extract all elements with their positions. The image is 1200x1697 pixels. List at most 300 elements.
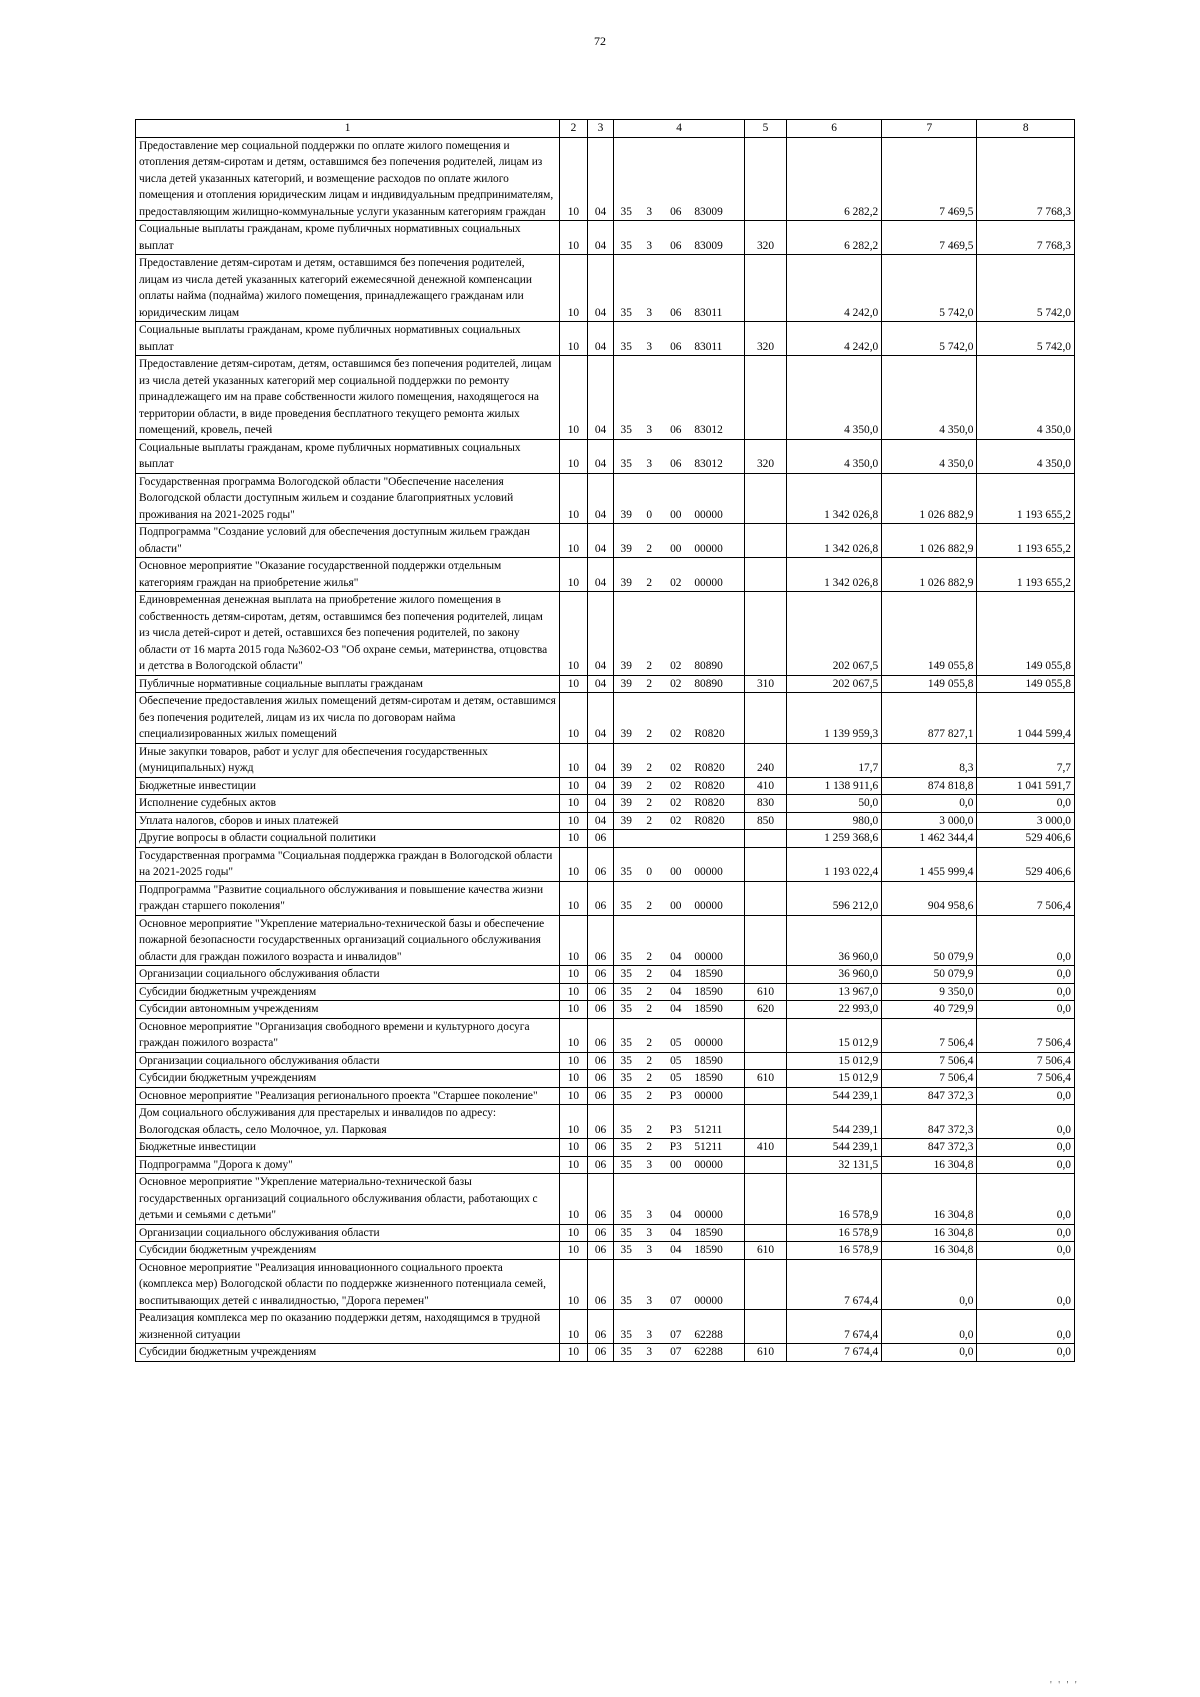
program-code: 39	[614, 743, 638, 777]
code-section: 10	[560, 1224, 588, 1242]
code-section: 10	[560, 1105, 588, 1139]
subprogram-code: 3	[638, 255, 660, 322]
amount-2021: 7 674,4	[787, 1310, 882, 1344]
amount-2021: 1 139 959,3	[787, 693, 882, 744]
code-section: 10	[560, 1156, 588, 1174]
amount-2023: 0,0	[977, 915, 1075, 966]
row-name: Социальные выплаты гражданам, кроме публичных нормативных социальных выплат	[136, 439, 560, 473]
event-code: 07	[660, 1259, 691, 1310]
event-code: 02	[660, 693, 691, 744]
program-code: 39	[614, 693, 638, 744]
amount-2023: 4 350,0	[977, 439, 1075, 473]
row-name: Иные закупки товаров, работ и услуг для обеспечения государственных (муниципальных) нужд	[136, 743, 560, 777]
amount-2023: 0,0	[977, 1156, 1075, 1174]
code-subsection: 06	[587, 830, 614, 848]
amount-2023: 0,0	[977, 1242, 1075, 1260]
direction-code: R0820	[691, 777, 744, 795]
code-subsection: 06	[587, 1018, 614, 1052]
code-subsection: 06	[587, 1156, 614, 1174]
amount-2021: 36 960,0	[787, 966, 882, 984]
event-code: 02	[660, 795, 691, 813]
amount-2023: 3 000,0	[977, 812, 1075, 830]
row-name: Основное мероприятие "Укрепление материально-технической базы государственных организаций социального обслуживания области, работающих с детьми и семьями с детьми"	[136, 1174, 560, 1225]
subprogram-code: 3	[638, 1156, 660, 1174]
table-row	[136, 1224, 1075, 1242]
program-code: 39	[614, 558, 638, 592]
program-code: 39	[614, 473, 638, 524]
direction-code: 00000	[691, 847, 744, 881]
expense-type	[744, 255, 786, 322]
amount-2023: 7,7	[977, 743, 1075, 777]
direction-code: 83011	[691, 255, 744, 322]
table-row	[136, 1105, 1075, 1139]
subprogram-code: 3	[638, 221, 660, 255]
amount-2023: 0,0	[977, 1105, 1075, 1139]
code-section: 10	[560, 795, 588, 813]
amount-2022: 0,0	[882, 795, 977, 813]
amount-2021: 596 212,0	[787, 881, 882, 915]
amount-2023: 7 768,3	[977, 137, 1075, 221]
subprogram-code: 3	[638, 1242, 660, 1260]
amount-2023: 0,0	[977, 983, 1075, 1001]
code-subsection: 06	[587, 1087, 614, 1105]
amount-2021: 544 239,1	[787, 1139, 882, 1157]
row-name: Основное мероприятие "Реализация регионального проекта "Старшее поколение"	[136, 1087, 560, 1105]
event-code: 02	[660, 812, 691, 830]
direction-code: 18590	[691, 1070, 744, 1088]
program-code: 35	[614, 1001, 638, 1019]
table-row	[136, 983, 1075, 1001]
subprogram-code: 2	[638, 1105, 660, 1139]
code-section: 10	[560, 1174, 588, 1225]
direction-code: 00000	[691, 524, 744, 558]
code-section: 10	[560, 1001, 588, 1019]
amount-2022: 7 506,4	[882, 1052, 977, 1070]
amount-2021: 13 967,0	[787, 983, 882, 1001]
program-code: 35	[614, 1139, 638, 1157]
table-row	[136, 966, 1075, 984]
subprogram-code: 2	[638, 524, 660, 558]
row-name: Субсидии бюджетным учреждениям	[136, 1242, 560, 1260]
code-section: 10	[560, 915, 588, 966]
amount-2022: 7 506,4	[882, 1018, 977, 1052]
subprogram-code: 2	[638, 1139, 660, 1157]
event-code: 02	[660, 592, 691, 676]
event-code: 02	[660, 777, 691, 795]
table-row	[136, 830, 1075, 848]
subprogram-code: 3	[638, 439, 660, 473]
table-row	[136, 439, 1075, 473]
program-code: 35	[614, 1018, 638, 1052]
table-row	[136, 1156, 1075, 1174]
expense-type: 610	[744, 1070, 786, 1088]
amount-2021: 16 578,9	[787, 1174, 882, 1225]
subprogram-code: 2	[638, 1087, 660, 1105]
amount-2023: 0,0	[977, 966, 1075, 984]
program-code: 35	[614, 1224, 638, 1242]
budget-table	[135, 119, 1075, 1362]
direction-code: 18590	[691, 1001, 744, 1019]
amount-2022: 0,0	[882, 1259, 977, 1310]
event-code: 00	[660, 1156, 691, 1174]
program-code: 35	[614, 847, 638, 881]
amount-2023: 0,0	[977, 1001, 1075, 1019]
code-section: 10	[560, 1087, 588, 1105]
program-code: 39	[614, 524, 638, 558]
subprogram-code: 2	[638, 558, 660, 592]
amount-2021: 32 131,5	[787, 1156, 882, 1174]
event-code: 04	[660, 1224, 691, 1242]
program-code: 35	[614, 322, 638, 356]
row-name: Основное мероприятие "Укрепление материально-технической базы и обеспечение пожарной безопасности государственных организаций социального обслуживания области для граждан пожилого возраста и инвалидов"	[136, 915, 560, 966]
amount-2021: 4 350,0	[787, 356, 882, 440]
row-name: Субсидии бюджетным учреждениям	[136, 1344, 560, 1362]
amount-2023: 7 506,4	[977, 1018, 1075, 1052]
amount-2021: 15 012,9	[787, 1052, 882, 1070]
row-name: Бюджетные инвестиции	[136, 777, 560, 795]
code-subsection: 06	[587, 1259, 614, 1310]
event-code: 06	[660, 221, 691, 255]
amount-2021: 7 674,4	[787, 1259, 882, 1310]
header-col-2: 2	[560, 120, 588, 138]
code-subsection: 04	[587, 137, 614, 221]
row-name: Государственная программа Вологодской области "Обеспечение населения Вологодской области доступным жильем и создание благоприятных условий проживания на 2021-2025 годы"	[136, 473, 560, 524]
amount-2021: 4 242,0	[787, 255, 882, 322]
table-row	[136, 1087, 1075, 1105]
expense-type: 620	[744, 1001, 786, 1019]
table-row	[136, 255, 1075, 322]
amount-2023: 7 506,4	[977, 881, 1075, 915]
table-row	[136, 356, 1075, 440]
expense-type	[744, 524, 786, 558]
expense-type	[744, 915, 786, 966]
expense-type: 320	[744, 439, 786, 473]
table-row	[136, 558, 1075, 592]
event-code: 06	[660, 356, 691, 440]
code-subsection: 06	[587, 1174, 614, 1225]
amount-2022: 5 742,0	[882, 322, 977, 356]
program-code: 35	[614, 1052, 638, 1070]
amount-2023: 1 193 655,2	[977, 473, 1075, 524]
event-code: 04	[660, 1001, 691, 1019]
row-name: Обеспечение предоставления жилых помещений детям-сиротам и детям, оставшимся без попечения родителей, лицам из их числа по договорам найма специализированных жилых помещений	[136, 693, 560, 744]
code-subsection: 04	[587, 812, 614, 830]
expense-type	[744, 356, 786, 440]
event-code: 06	[660, 439, 691, 473]
amount-2021: 16 578,9	[787, 1242, 882, 1260]
code-section: 10	[560, 1344, 588, 1362]
direction-code: 18590	[691, 966, 744, 984]
event-code: 00	[660, 847, 691, 881]
code-subsection: 06	[587, 1001, 614, 1019]
row-name: Подпрограмма "Развитие социального обслуживания и повышение качества жизни граждан старшего поколения"	[136, 881, 560, 915]
event-code: P3	[660, 1105, 691, 1139]
amount-2022: 50 079,9	[882, 966, 977, 984]
code-subsection: 04	[587, 693, 614, 744]
amount-2023: 0,0	[977, 1259, 1075, 1310]
table-row	[136, 137, 1075, 221]
amount-2023: 529 406,6	[977, 847, 1075, 881]
event-code: 00	[660, 524, 691, 558]
program-code: 35	[614, 439, 638, 473]
subprogram-code: 3	[638, 1310, 660, 1344]
code-subsection: 04	[587, 524, 614, 558]
direction-code: 62288	[691, 1344, 744, 1362]
amount-2021: 980,0	[787, 812, 882, 830]
expense-type	[744, 1087, 786, 1105]
amount-2021: 15 012,9	[787, 1018, 882, 1052]
row-name: Субсидии автономным учреждениям	[136, 1001, 560, 1019]
code-subsection: 04	[587, 255, 614, 322]
code-section: 10	[560, 675, 588, 693]
header-col-3: 3	[587, 120, 614, 138]
code-section: 10	[560, 693, 588, 744]
table-row	[136, 847, 1075, 881]
direction-code: 00000	[691, 1259, 744, 1310]
code-subsection: 06	[587, 1052, 614, 1070]
amount-2023: 0,0	[977, 1087, 1075, 1105]
table-row	[136, 524, 1075, 558]
amount-2021: 1 259 368,6	[787, 830, 882, 848]
row-name: Основное мероприятие "Реализация инновационного социального проекта (комплекса мер) Вологодской области по поддержке жизненного потенциала семей, воспитывающих детей с инвалидностью, "Дорога перемен"	[136, 1259, 560, 1310]
amount-2023: 7 506,4	[977, 1052, 1075, 1070]
program-code: 35	[614, 1105, 638, 1139]
amount-2022: 0,0	[882, 1310, 977, 1344]
amount-2023: 1 044 599,4	[977, 693, 1075, 744]
program-code: 35	[614, 983, 638, 1001]
event-code: 02	[660, 558, 691, 592]
subprogram-code: 2	[638, 795, 660, 813]
direction-code: 80890	[691, 592, 744, 676]
direction-code: 00000	[691, 558, 744, 592]
subprogram-code: 2	[638, 966, 660, 984]
direction-code: 80890	[691, 675, 744, 693]
table-row	[136, 1001, 1075, 1019]
header-col-7: 7	[882, 120, 977, 138]
code-section: 10	[560, 1139, 588, 1157]
row-name: Основное мероприятие "Оказание государственной поддержки отдельным категориям граждан на приобретение жилья"	[136, 558, 560, 592]
code-subsection: 06	[587, 1070, 614, 1088]
amount-2023: 149 055,8	[977, 592, 1075, 676]
amount-2022: 16 304,8	[882, 1242, 977, 1260]
amount-2021: 6 282,2	[787, 137, 882, 221]
amount-2023: 5 742,0	[977, 322, 1075, 356]
program-code: 35	[614, 1070, 638, 1088]
program-code: 35	[614, 356, 638, 440]
program-code: 35	[614, 1174, 638, 1225]
subprogram-code: 0	[638, 473, 660, 524]
program-code: 39	[614, 675, 638, 693]
amount-2021: 1 342 026,8	[787, 473, 882, 524]
amount-2021: 22 993,0	[787, 1001, 882, 1019]
table-row	[136, 795, 1075, 813]
amount-2023: 7 768,3	[977, 221, 1075, 255]
amount-2021: 4 350,0	[787, 439, 882, 473]
code-section: 10	[560, 881, 588, 915]
table-row	[136, 1242, 1075, 1260]
code-section: 10	[560, 1018, 588, 1052]
table-body	[136, 137, 1075, 1361]
table-row	[136, 1052, 1075, 1070]
amount-2022: 3 000,0	[882, 812, 977, 830]
table-row	[136, 693, 1075, 744]
amount-2023: 0,0	[977, 1139, 1075, 1157]
direction-code: 62288	[691, 1310, 744, 1344]
amount-2022: 16 304,8	[882, 1224, 977, 1242]
amount-2021: 7 674,4	[787, 1344, 882, 1362]
program-code: 35	[614, 1310, 638, 1344]
expense-type: 410	[744, 1139, 786, 1157]
amount-2021: 202 067,5	[787, 675, 882, 693]
row-name: Публичные нормативные социальные выплаты гражданам	[136, 675, 560, 693]
amount-2021: 50,0	[787, 795, 882, 813]
program-code: 39	[614, 795, 638, 813]
event-code: 00	[660, 473, 691, 524]
header-row	[136, 120, 1075, 138]
subprogram-code: 2	[638, 983, 660, 1001]
amount-2022: 874 818,8	[882, 777, 977, 795]
amount-2023: 1 041 591,7	[977, 777, 1075, 795]
amount-2021: 36 960,0	[787, 915, 882, 966]
code-section: 10	[560, 1052, 588, 1070]
amount-2021: 544 239,1	[787, 1087, 882, 1105]
subprogram-code: 2	[638, 693, 660, 744]
expense-type	[744, 592, 786, 676]
table-row	[136, 1070, 1075, 1088]
row-name: Организации социального обслуживания области	[136, 966, 560, 984]
amount-2023: 5 742,0	[977, 255, 1075, 322]
row-name: Организации социального обслуживания области	[136, 1224, 560, 1242]
code-subsection: 06	[587, 915, 614, 966]
code-section: 10	[560, 137, 588, 221]
expense-type	[744, 558, 786, 592]
code-section: 10	[560, 830, 588, 848]
subprogram-code: 3	[638, 137, 660, 221]
amount-2022: 1 462 344,4	[882, 830, 977, 848]
expense-type	[744, 847, 786, 881]
amount-2022: 4 350,0	[882, 356, 977, 440]
subprogram-code: 2	[638, 1052, 660, 1070]
row-name: Бюджетные инвестиции	[136, 1139, 560, 1157]
expense-type	[744, 1018, 786, 1052]
direction-code: 18590	[691, 1052, 744, 1070]
expense-type	[744, 1259, 786, 1310]
event-code: 02	[660, 675, 691, 693]
amount-2022: 1 455 999,4	[882, 847, 977, 881]
amount-2022: 1 026 882,9	[882, 524, 977, 558]
row-name: Субсидии бюджетным учреждениям	[136, 1070, 560, 1088]
direction-code: 00000	[691, 1087, 744, 1105]
page-number: 72	[594, 34, 606, 48]
row-name: Основное мероприятие "Организация свободного времени и культурного досуга граждан пожилого возраста"	[136, 1018, 560, 1052]
amount-2021: 4 242,0	[787, 322, 882, 356]
direction-code: 00000	[691, 1156, 744, 1174]
subprogram-code: 3	[638, 1174, 660, 1225]
expense-type: 320	[744, 322, 786, 356]
amount-2022: 149 055,8	[882, 592, 977, 676]
row-name: Предоставление мер социальной поддержки по оплате жилого помещения и отопления детям-сиротам и детям, оставшимся без попечения родителей, лицам из числа детей указанных категорий, и возмещение расходов по оплате жилого помещения и отопления юридическим лицам и индивидуальным предпринимателям, предоставляющим жилищно-коммунальные услуги указанным категориям граждан	[136, 137, 560, 221]
expense-type: 610	[744, 1344, 786, 1362]
subprogram-code: 0	[638, 847, 660, 881]
amount-2022: 847 372,3	[882, 1087, 977, 1105]
row-name: Другие вопросы в области социальной политики	[136, 830, 560, 848]
program-code: 39	[614, 812, 638, 830]
subprogram-code: 2	[638, 592, 660, 676]
code-subsection: 04	[587, 777, 614, 795]
direction-code: 51211	[691, 1139, 744, 1157]
subprogram-code: 2	[638, 743, 660, 777]
expense-type	[744, 693, 786, 744]
code-subsection: 04	[587, 558, 614, 592]
code-subsection: 04	[587, 795, 614, 813]
row-name: Дом социального обслуживания для престарелых и инвалидов по адресу: Вологодская область, село Молочное, ул. Парковая	[136, 1105, 560, 1139]
amount-2022: 4 350,0	[882, 439, 977, 473]
direction-code: 18590	[691, 1224, 744, 1242]
amount-2021: 202 067,5	[787, 592, 882, 676]
code-section: 10	[560, 558, 588, 592]
event-code: 04	[660, 1242, 691, 1260]
subprogram-code: 3	[638, 1259, 660, 1310]
code-subsection: 04	[587, 592, 614, 676]
code-subsection: 04	[587, 322, 614, 356]
subprogram-code: 3	[638, 1344, 660, 1362]
direction-code: 83009	[691, 137, 744, 221]
expense-type	[744, 1156, 786, 1174]
row-name: Уплата налогов, сборов и иных платежей	[136, 812, 560, 830]
expense-type: 410	[744, 777, 786, 795]
code-section: 10	[560, 777, 588, 795]
event-code: 04	[660, 915, 691, 966]
program-code: 35	[614, 1087, 638, 1105]
code-section: 10	[560, 592, 588, 676]
event-code: 06	[660, 137, 691, 221]
event-code: 07	[660, 1344, 691, 1362]
header-col-1: 1	[136, 120, 560, 138]
table-row	[136, 473, 1075, 524]
table-row	[136, 777, 1075, 795]
program-code: 35	[614, 1259, 638, 1310]
table-row	[136, 1310, 1075, 1344]
amount-2021: 1 193 022,4	[787, 847, 882, 881]
event-code	[660, 830, 691, 848]
expense-type	[744, 1052, 786, 1070]
table-row	[136, 1344, 1075, 1362]
amount-2023: 0,0	[977, 1344, 1075, 1362]
code-section: 10	[560, 966, 588, 984]
event-code: 02	[660, 743, 691, 777]
expense-type	[744, 137, 786, 221]
code-subsection: 06	[587, 847, 614, 881]
table-row	[136, 322, 1075, 356]
code-section: 10	[560, 983, 588, 1001]
program-code: 35	[614, 137, 638, 221]
event-code: 05	[660, 1018, 691, 1052]
subprogram-code: 3	[638, 1224, 660, 1242]
amount-2022: 904 958,6	[882, 881, 977, 915]
code-subsection: 06	[587, 1224, 614, 1242]
program-code: 35	[614, 1156, 638, 1174]
row-name: Подпрограмма "Дорога к дому"	[136, 1156, 560, 1174]
code-subsection: 06	[587, 1242, 614, 1260]
direction-code: R0820	[691, 795, 744, 813]
code-section: 10	[560, 356, 588, 440]
code-subsection: 06	[587, 1310, 614, 1344]
code-subsection: 06	[587, 1344, 614, 1362]
direction-code: R0820	[691, 693, 744, 744]
event-code: 04	[660, 966, 691, 984]
subprogram-code: 2	[638, 881, 660, 915]
table-row	[136, 592, 1075, 676]
